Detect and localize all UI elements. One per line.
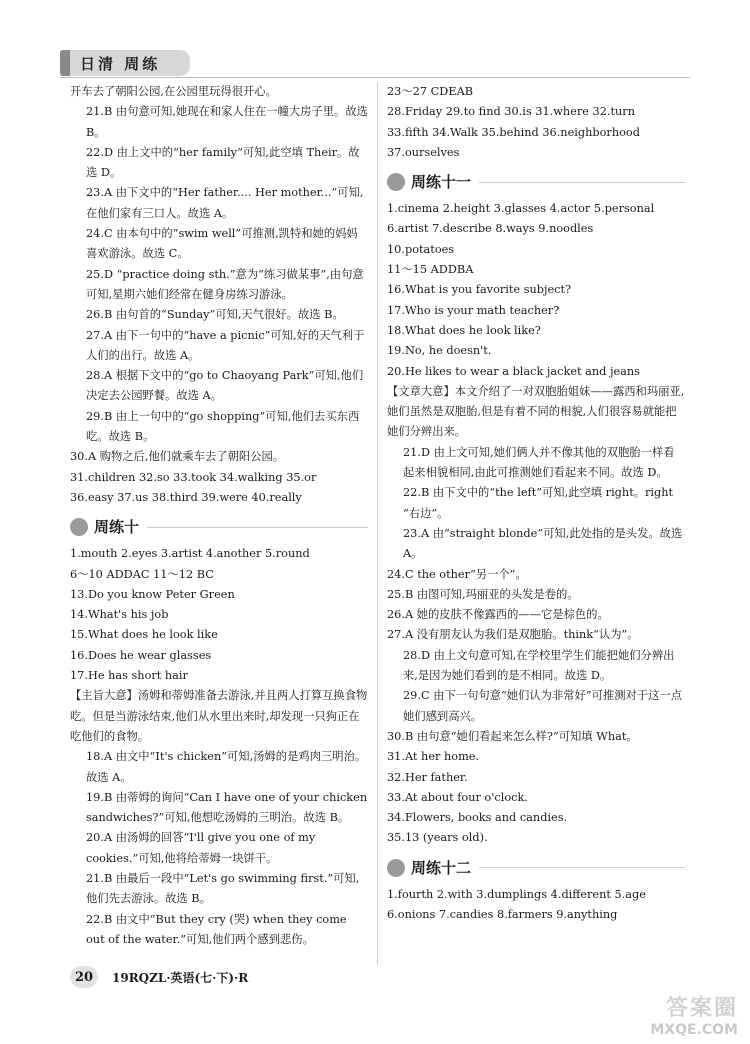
answer-item: 30.B 由句意“她们看起来怎么样?”可知填 What。 xyxy=(387,729,638,743)
fill-line: 10.potatoes xyxy=(387,242,455,256)
fill-line: 32.Her father. xyxy=(387,770,468,784)
answer-item: 20.A 由汤姆的回答“I'll give you one of my cookies.”可知,他将给蒂姆一块饼干。 xyxy=(86,831,316,865)
section-rule xyxy=(479,182,685,183)
answer-item: 28.D 由上文句意可知,在学校里学生们能把她们分辨出来,是因为她们看到的是不相同。故选 D。 xyxy=(403,648,675,683)
fill-line: 19.No, he doesn't. xyxy=(387,344,492,358)
summary-paragraph: 【文章大意】本文介绍了一对双胞胎姐妹——露西和玛丽亚,她们虽然是双胞胎,但是有着不同的相貌,人们很容易就能把她们分辨出来。 xyxy=(387,384,685,439)
answer-item: 24.C 由本句中的“swim well”可推测,凯特和她的妈妈喜欢游泳。故选 C。 xyxy=(86,227,358,261)
column-divider xyxy=(377,82,378,964)
answer-item: 25.B 由图可知,玛丽亚的头发是卷的。 xyxy=(387,587,579,601)
section-rule xyxy=(147,527,368,528)
fill-line: 14.What's his job xyxy=(70,608,169,622)
answer-item: 25.D “practice doing sth.”意为“练习做某事”,由句意可知,星期六她们经常在健身房练习游泳。 xyxy=(86,267,364,301)
fill-line: 28.Friday 29.to find 30.is 31.where 32.turn xyxy=(387,105,635,119)
answer-item: 21.B 由最后一段中“Let's go swimming first.”可知,他们先去游泳。故选 B。 xyxy=(86,871,360,906)
section-bullet-icon xyxy=(70,518,88,536)
summary-paragraph: 【主旨大意】汤姆和蒂姆准备去游泳,并且两人打算互换食物吃。但是当游泳结束,他们从水里出来时,却发现一只狗正在吃他们的食物。 xyxy=(70,689,368,743)
fill-line: 1.fourth 2.with 3.dumplings 4.different 5.age xyxy=(387,887,646,901)
watermark-logo xyxy=(588,988,738,1038)
page-footer xyxy=(70,966,248,988)
section-title: 周练十一 xyxy=(411,173,472,192)
answer-item: 26.A 她的皮肤不像露西的——它是棕色的。 xyxy=(387,608,609,622)
right-column xyxy=(387,82,685,925)
fill-line: 20.He likes to wear a black jacket and jeans xyxy=(387,364,640,378)
fill-line: 37.ourselves xyxy=(387,145,460,159)
answer-item: 21.B 由句意可知,她现在和家人住在一幢大房子里。故选 B。 xyxy=(86,105,368,139)
section-heading-10 xyxy=(70,514,368,540)
answer-item: 22.B 由下文中的“the left”可知,此空填 right。right “右边”。 xyxy=(403,486,674,520)
header-tab-mark xyxy=(60,50,70,76)
answer-item: 22.B 由文中“But they cry (哭) when they come out of the water.”可知,他们两个感到悲伤。 xyxy=(86,912,347,946)
answer-item: 21.D 由上文可知,她们俩人并不像其他的双胞胎一样看起来相貌相同,由此可推测她们看起来不同。故选 D。 xyxy=(403,445,675,480)
header-title: 日清 周练 xyxy=(80,54,161,73)
watermark-bottom: MXQE.COM xyxy=(650,1022,738,1038)
fill-line: 13.Do you know Peter Green xyxy=(70,587,235,601)
answer-item: 23.A 由“straight blonde”可知,此处指的是头发。故选 A。 xyxy=(403,526,683,561)
section-bullet-icon xyxy=(387,859,405,877)
fill-line: 36.easy 37.us 38.third 39.were 40.really xyxy=(70,490,302,504)
section-rule xyxy=(479,867,685,868)
answer-item: 18.A 由文中“It's chicken”可知,汤姆的是鸡肉三明治。故选 A。 xyxy=(86,750,367,784)
section-title: 周练十二 xyxy=(411,858,472,877)
fill-line: 15.What does he look like xyxy=(70,628,218,642)
fill-line: 11～15 ADDBA xyxy=(387,263,474,277)
header-tab xyxy=(60,50,190,76)
answer-item: 27.A 没有朋友认为我们是双胞胎。think“认为”。 xyxy=(387,628,639,642)
fill-line: 33.fifth 34.Walk 35.behind 36.neighborhood xyxy=(387,125,640,139)
fill-line: 31.At her home. xyxy=(387,750,480,764)
section-heading-12 xyxy=(387,855,685,881)
left-column xyxy=(70,82,368,950)
answer-item: 27.A 由下一句中的“have a picnic”可知,好的天气利于人们的出行。故选 A。 xyxy=(86,328,365,362)
footer-code: 19RQZL·英语(七·下)·R xyxy=(112,970,249,985)
answer-item: 26.B 由句首的“Sunday”可知,天气很好。故选 B。 xyxy=(86,308,344,322)
watermark-top: 答案圈 xyxy=(665,996,738,1021)
header-rule xyxy=(60,77,690,78)
fill-line: 6～10 ADDAC 11～12 BC xyxy=(70,567,214,581)
left-intro: 开车去了朝阳公园,在公园里玩得很开心。 xyxy=(70,85,277,98)
answer-item: 19.B 由蒂姆的询问“Can I have one of your chicken sandwiches?”可知,他想吃汤姆的三明治。故选 B。 xyxy=(86,790,368,825)
answer-item: 24.C the other“另一个”。 xyxy=(387,567,527,581)
fill-line: 16.What is you favorite subject? xyxy=(387,283,572,297)
fill-line: 23～27 CDEAB xyxy=(387,85,474,98)
answer-item: 28.A 根据下文中的“go to Chaoyang Park”可知,他们决定去公园野餐。故选 A。 xyxy=(86,369,364,403)
page-number: 20 xyxy=(70,966,98,988)
fill-line: 6.artist 7.describe 8.ways 9.noodles xyxy=(387,222,594,236)
section-title: 周练十 xyxy=(94,518,140,537)
fill-line: 1.cinema 2.height 3.glasses 4.actor 5.personal xyxy=(387,202,655,216)
fill-line: 17.He has short hair xyxy=(70,669,188,683)
fill-line: 6.onions 7.candies 8.farmers 9.anything xyxy=(387,907,618,921)
section-heading-11 xyxy=(387,169,685,195)
fill-line: 17.Who is your math teacher? xyxy=(387,303,560,317)
answer-item: 30.A 购物之后,他们就乘车去了朝阳公园。 xyxy=(70,450,285,464)
answer-item: 29.C 由下一句句意“她们认为非常好”可推测对于这一点她们感到高兴。 xyxy=(403,689,682,723)
section-bullet-icon xyxy=(387,173,405,191)
answer-item: 22.D 由上文中的“her family”可知,此空填 Their。故选 D。 xyxy=(86,145,360,180)
answer-item: 23.A 由下文中的“Her father.... Her mother...”可知,在他们家有三口人。故选 A。 xyxy=(86,186,364,220)
fill-line: 35.13 (years old). xyxy=(387,831,488,845)
fill-line: 16.Does he wear glasses xyxy=(70,648,212,662)
fill-line: 1.mouth 2.eyes 3.artist 4.another 5.round xyxy=(70,547,310,561)
fill-line: 34.Flowers, books and candies. xyxy=(387,811,568,825)
answer-item: 29.B 由上一句中的“go shopping”可知,他们去买东西吃。故选 B。 xyxy=(86,409,360,444)
fill-line: 18.What does he look like? xyxy=(387,323,541,337)
fill-line: 31.children 32.so 33.took 34.walking 35.or xyxy=(70,470,317,484)
fill-line: 33.At about four o'clock. xyxy=(387,790,528,804)
